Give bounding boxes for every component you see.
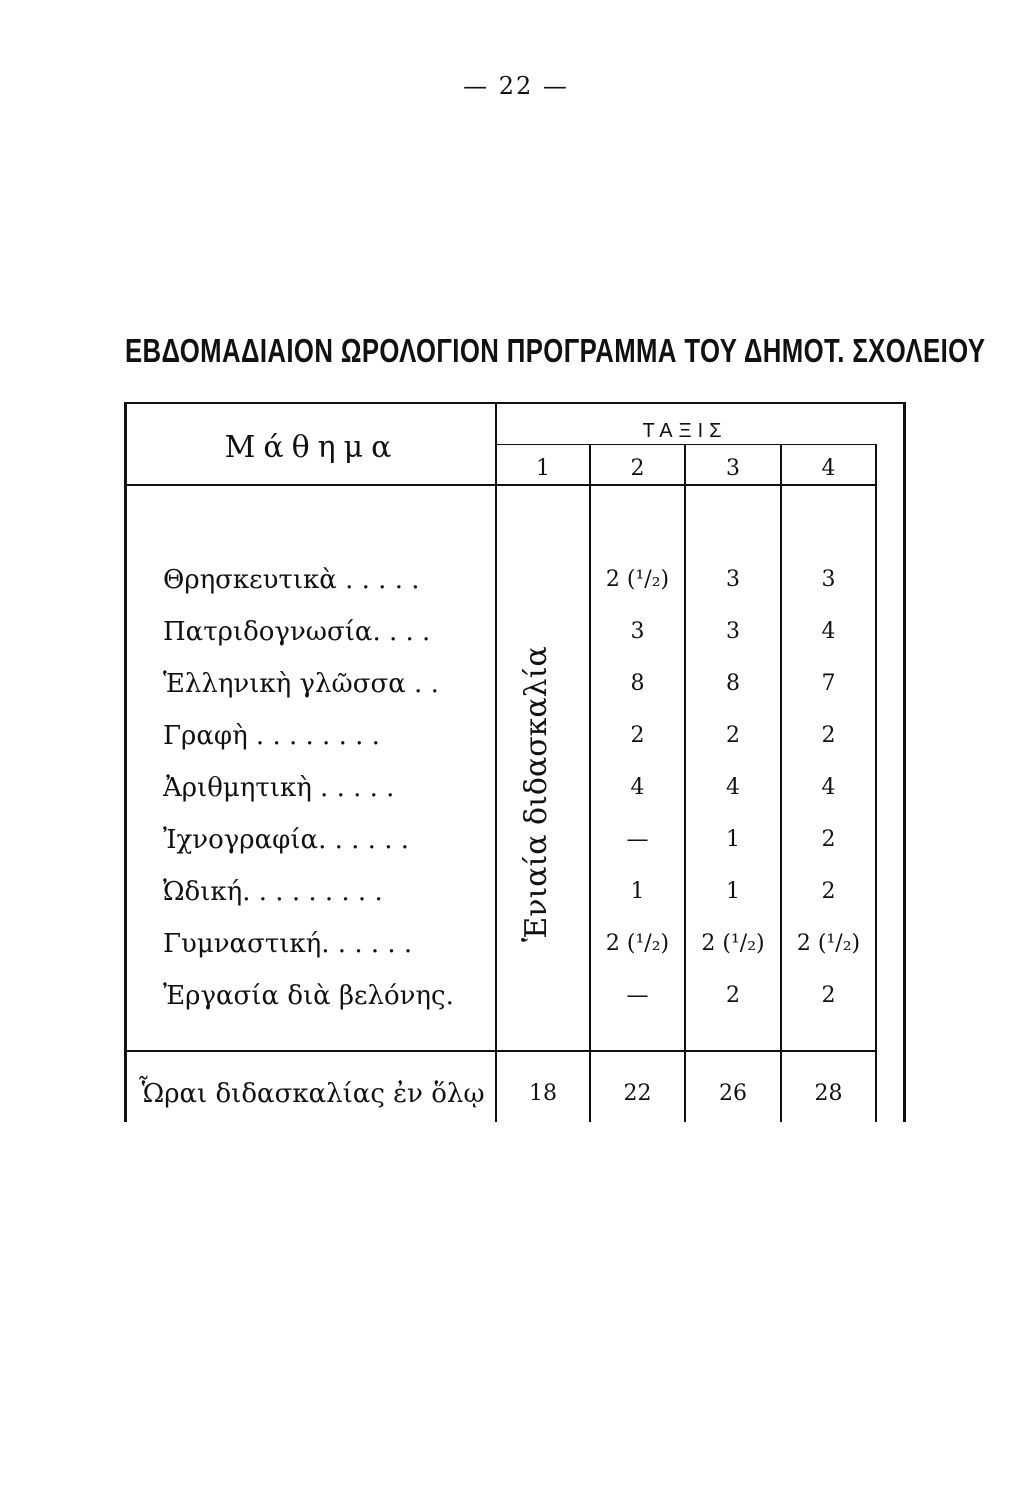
table-cell: 8 [726,671,740,696]
table-cell: 8 [630,671,645,696]
table-cell: 4 [821,775,836,800]
table-cell: 2 (¹/₂) [605,567,670,592]
total-rule [127,1050,877,1052]
subject-column-header: Μάθημα [224,430,400,465]
subject-divider [495,404,497,1122]
table-cell: 1 [726,879,740,904]
timetable [124,402,906,1122]
table-cell: 3 [630,619,645,644]
table-cell: 2 (¹/₂) [605,931,670,956]
class-number: 3 [726,456,740,481]
table-cell: — [626,983,649,1008]
total-hours-label: Ὧραι διδασκαλίας ἐν ὅλῳ [139,1079,485,1109]
table-cell: 2 [821,723,836,748]
table-cell: 2 [726,983,740,1008]
subject-label: Γραφὴ . . . . . . . . [163,721,380,751]
classes-column-header: ΤΑΞΙΣ [642,420,728,442]
total-hours-cell: 18 [529,1081,557,1106]
table-cell: 3 [821,567,836,592]
table-cell: 3 [726,567,740,592]
subject-label: Ὠδική. . . . . . . . . [163,877,383,907]
classes-rule [497,444,877,445]
total-hours-cell: 22 [623,1081,652,1106]
class-divider-4 [875,444,877,1122]
subject-label: Πατριδογνωσία. . . . [163,617,431,647]
subject-label: Ἑλληνικὴ γλῶσσα . . [163,669,439,699]
class-number: 2 [630,456,645,481]
class1-unified-teaching-note: Ἑνιαία διδασκαλία [519,646,554,942]
table-cell: 2 [821,983,836,1008]
page-number: — 22 — [463,72,569,100]
subject-label: Ἰχνογραφία. . . . . . [163,825,410,855]
subject-label: Θρησκευτικὰ . . . . . [163,565,420,595]
table-cell: 3 [726,619,740,644]
table-cell: 1 [630,879,645,904]
table-cell: 2 (¹/₂) [701,931,765,956]
subject-label: Ἀριθμητικὴ . . . . . [163,773,395,803]
table-cell: 7 [821,671,836,696]
total-hours-cell: 28 [814,1081,843,1106]
table-cell: 2 [821,879,836,904]
subject-label: Ἐργασία διὰ βελόνης. [163,981,454,1011]
table-cell: — [626,827,649,852]
table-cell: 1 [726,827,740,852]
class-number: 4 [821,456,836,481]
class-number: 1 [536,456,550,481]
document-title: ΕΒΔΟΜΑΔΙΑΙΟΝ ΩΡΟΛΟΓΙΟΝ ΠΡΟΓΡΑΜΜΑ ΤΟΥ ΔΗΜΟΤ. ΣΧΟΛΕΙΟΥ [125,332,986,369]
table-cell: 2 [821,827,836,852]
table-cell: 4 [630,775,645,800]
table-cell: 2 [630,723,645,748]
table-cell: 4 [821,619,836,644]
table-cell: 4 [726,775,740,800]
table-cell: 2 (¹/₂) [796,931,861,956]
header-rule [127,484,877,486]
table-cell: 2 [726,723,740,748]
subject-label: Γυμναστική. . . . . . [163,929,413,959]
total-hours-cell: 26 [719,1081,747,1106]
